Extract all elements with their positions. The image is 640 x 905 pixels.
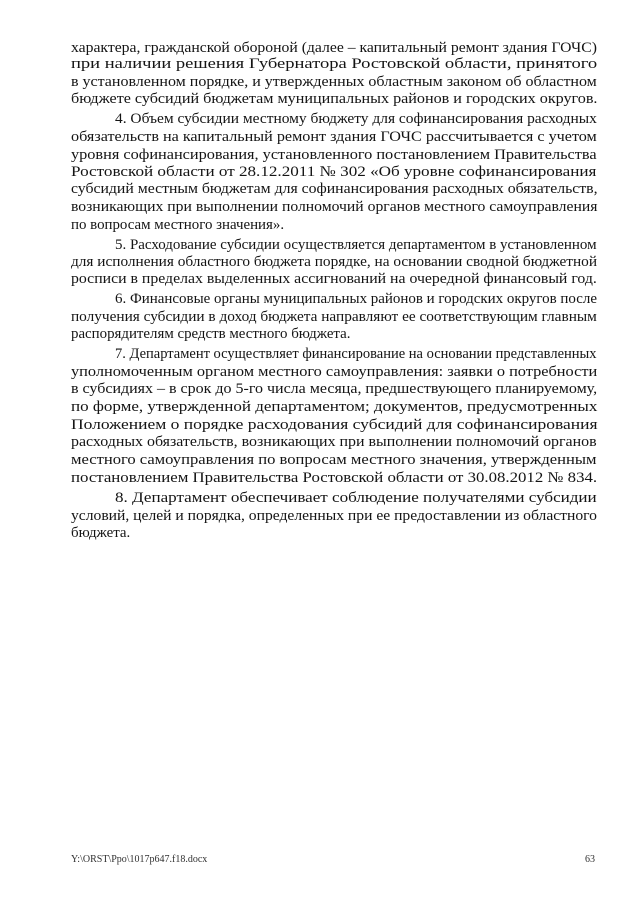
text-line: субсидий местным бюджетам для софинансирования расходных обязательств,: [71, 181, 598, 197]
text-line: по вопросам местного значения».: [71, 217, 285, 233]
text-line: распорядителям средств местного бюджета.: [71, 326, 351, 342]
text-line: условий, целей и порядка, определенных при ее предоставлении из областного: [71, 508, 597, 524]
text-line: характера, гражданской обороной (далее – капитальный ремонт здания ГОЧС): [71, 40, 597, 56]
text-line: 4. Объем субсидии местному бюджету для софинансирования расходных: [115, 111, 597, 127]
text-line: постановлением Правительства Ростовской области от 30.08.2012 № 834.: [71, 470, 598, 486]
footer-file-path: Y:\ORST\Ppo\1017p647.f18.docx: [71, 854, 208, 865]
text-line: 8. Департамент обеспечивает соблюдение получателями субсидии: [115, 490, 597, 506]
text-line: Положением о порядке расходования субсидий для софинансирования: [71, 417, 598, 433]
text-line: при наличии решения Губернатора Ростовской области, принятого: [71, 56, 598, 72]
text-line: для исполнения областного бюджета порядке, на основании сводной бюджетной: [71, 254, 598, 270]
text-line: 7. Департамент осуществляет финансирование на основании представленных: [115, 346, 597, 362]
text-line: бюджете субсидий бюджетам муниципальных районов и городских округов.: [71, 91, 598, 107]
text-line: возникающих при выполнении полномочий органов местного самоуправления: [71, 199, 598, 215]
text-line: уровня софинансирования, установленного постановлением Правительства: [71, 147, 597, 163]
text-line: местного самоуправления по вопросам местного значения, утвержденным: [71, 452, 597, 468]
text-line: росписи в пределах выделенных ассигнований на очередной финансовый год.: [71, 271, 597, 287]
text-line: уполномоченным органом местного самоуправления: заявки о потребности: [71, 364, 598, 380]
page-number: 63: [585, 854, 595, 865]
text-line: Ростовской области от 28.12.2011 № 302 «Об уровне софинансирования: [71, 164, 597, 180]
text-line: по форме, утвержденной департаментом; документов, предусмотренных: [71, 399, 598, 415]
text-line: бюджета.: [71, 525, 131, 541]
text-line: 6. Финансовые органы муниципальных районов и городских округов после: [115, 291, 598, 307]
text-line: в субсидиях – в срок до 5-го числа месяца, предшествующего планируемому,: [71, 381, 598, 397]
text-line: расходных обязательств, возникающих при выполнении полномочий органов: [71, 434, 597, 450]
text-line: обязательств на капитальный ремонт здания ГОЧС рассчитывается с учетом: [71, 129, 597, 145]
text-line: получения субсидии в доход бюджета направляют ее соответствующим главным: [71, 309, 597, 325]
text-line: 5. Расходование субсидии осуществляется департаментом в установленном: [115, 237, 597, 253]
text-line: в установленном порядке, и утвержденных областным законом об областном: [71, 74, 597, 90]
